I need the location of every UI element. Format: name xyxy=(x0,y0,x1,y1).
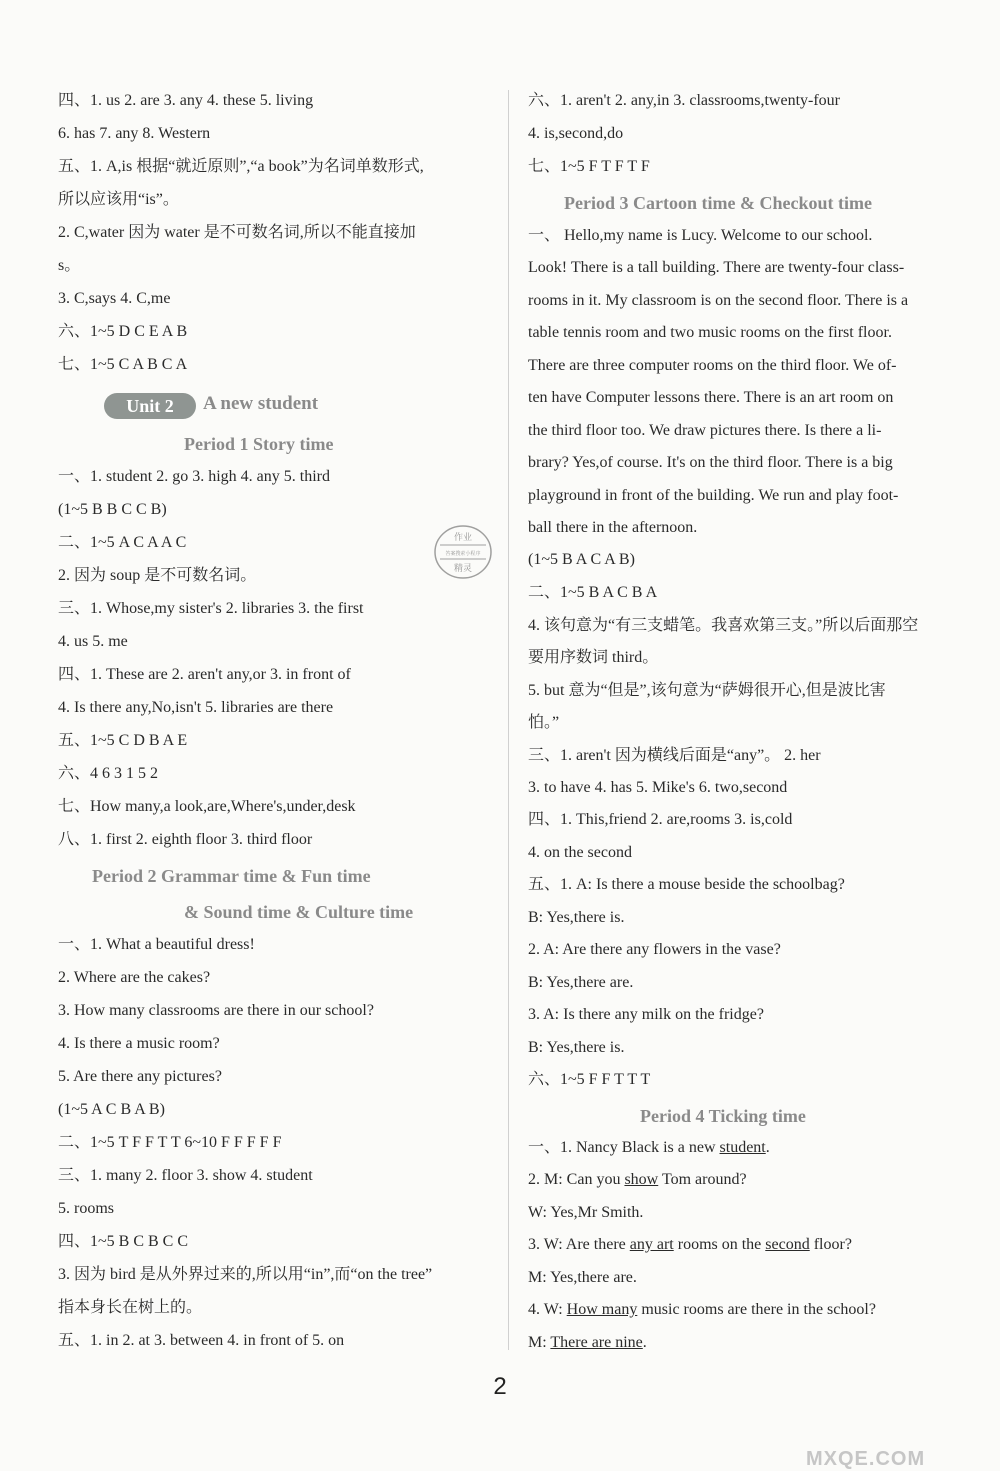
text-line: 2. C,water 因为 water 是不可数名词,所以不能直接加 xyxy=(58,224,416,241)
text-line: brary? Yes,of course. It's on the third floor. There is a big xyxy=(528,454,893,471)
text-line: 3. How many classrooms are there in our school? xyxy=(58,1002,374,1019)
text-line: 四、1. This,friend 2. are,rooms 3. is,cold xyxy=(528,811,793,828)
line-text: floor? xyxy=(809,1236,852,1253)
text-line: 一、1. What a beautiful dress! xyxy=(58,936,255,953)
text-line: 七、1~5 F T F T F xyxy=(528,158,650,175)
svg-text:答案搜索小程序: 答案搜索小程序 xyxy=(445,551,481,557)
text-line: the third floor too. We draw pictures there. Is there a li- xyxy=(528,422,882,439)
text-line: ten have Computer lessons there. There is an art room on xyxy=(528,389,894,406)
text-line: 3. to have 4. has 5. Mike's 6. two,second xyxy=(528,779,788,796)
underlined-answer: any art xyxy=(629,1236,674,1253)
text-line: 二、1~5 B A C B A xyxy=(528,584,658,601)
text-line: 3. A: Is there any milk on the fridge? xyxy=(528,1006,764,1023)
text-line: 指本身长在树上的。 xyxy=(58,1299,203,1316)
text-line: 要用序数词 third。 xyxy=(528,649,659,666)
text-line: 六、4 6 3 1 5 2 xyxy=(58,765,159,782)
underlined-answer: How many xyxy=(566,1301,638,1318)
text-line: 2. Where are the cakes? xyxy=(58,969,211,986)
text-line: 六、1. aren't 2. any,in 3. classrooms,twenty-four xyxy=(528,92,841,109)
line-text: W: Yes,Mr Smith. xyxy=(528,1204,644,1221)
text-line: 二、1~5 T F F T T 6~10 F F F F F xyxy=(58,1134,282,1151)
period-2-heading: Period 2 Grammar time & Fun time xyxy=(92,866,371,886)
period-1-heading: Period 1 Story time xyxy=(184,434,334,454)
line-text: rooms on the xyxy=(673,1236,766,1253)
text-line: (1~5 A C B A B) xyxy=(58,1101,165,1118)
text-line: Look! There is a tall building. There are twenty-four class- xyxy=(528,259,905,276)
text-line: 七、How many,a look,are,Where's,under,desk xyxy=(58,798,356,815)
text-line: 二、1~5 A C A A C xyxy=(58,534,187,551)
watermark-text: MXQE.COM xyxy=(806,1448,926,1470)
svg-text:作业: 作业 xyxy=(453,533,473,543)
text-line: 6. has 7. any 8. Western xyxy=(58,125,211,142)
line-text: 3. W: Are there xyxy=(528,1236,630,1253)
text-line: 四、1. us 2. are 3. any 4. these 5. living xyxy=(58,92,314,109)
text-line: 五、1. in 2. at 3. between 4. in front of 5. on xyxy=(58,1332,345,1349)
text-line: 一、1. student 2. go 3. high 4. any 5. third xyxy=(58,468,330,485)
text-line xyxy=(528,1333,647,1353)
text-line: 三、1. many 2. floor 3. show 4. student xyxy=(58,1167,313,1184)
text-line: (1~5 B A C A B) xyxy=(528,551,635,568)
text-line: (1~5 B B C C B) xyxy=(58,501,167,518)
text-line: 4. 该句意为“有三支蜡笔。我喜欢第三支。”所以后面那空 xyxy=(528,617,919,634)
text-line: 4. on the second xyxy=(528,844,632,861)
line-text: M: Yes,there are. xyxy=(528,1269,637,1286)
text-line: 七、1~5 C A B C A xyxy=(58,356,188,373)
text-line: 八、1. first 2. eighth floor 3. third floor xyxy=(58,831,313,848)
text-line: 三、1. aren't 因为横线后面是“any”。 2. her xyxy=(528,747,821,764)
text-line: 五、1. A: Is there a mouse beside the schoolbag? xyxy=(528,876,845,893)
text-line: 5. but 意为“但是”,该句意为“萨姆很开心,但是波比害 xyxy=(528,682,886,699)
period-2-heading-cont: & Sound time & Culture time xyxy=(184,902,414,922)
text-line: 5. rooms xyxy=(58,1200,114,1217)
text-line: 四、1. These are 2. aren't any,or 3. in front of xyxy=(58,666,351,683)
text-line: 4. Is there any,No,isn't 5. libraries are there xyxy=(58,699,334,716)
text-line: ball there in the afternoon. xyxy=(528,519,698,536)
text-line: table tennis room and two music rooms on the first floor. xyxy=(528,324,892,341)
svg-text:精灵: 精灵 xyxy=(453,564,473,574)
column-divider xyxy=(508,90,509,1350)
line-text: . xyxy=(642,1334,647,1351)
underlined-answer: student xyxy=(719,1139,766,1156)
text-line: s。 xyxy=(58,257,81,274)
text-line xyxy=(528,1300,876,1320)
text-line xyxy=(528,1138,770,1158)
underlined-answer: show xyxy=(624,1171,659,1188)
page-number: 2 xyxy=(493,1373,507,1400)
text-line: 2. 因为 soup 是不可数名词。 xyxy=(58,567,257,584)
text-line: rooms in it. My classroom is on the second floor. There is a xyxy=(528,292,909,309)
underlined-answer: second xyxy=(765,1236,810,1253)
line-text: music rooms are there in the school? xyxy=(637,1301,876,1318)
text-line: 所以应该用“is”。 xyxy=(58,191,179,208)
text-line: playground in front of the building. We run and play foot- xyxy=(528,487,899,504)
text-line: B: Yes,there are. xyxy=(528,974,634,991)
line-text: 2. M: Can you xyxy=(528,1171,625,1188)
text-line: 六、1~5 F F T T T xyxy=(528,1071,651,1088)
period-4-heading: Period 4 Ticking time xyxy=(640,1106,806,1126)
line-text: Tom around? xyxy=(658,1171,747,1188)
text-line: B: Yes,there is. xyxy=(528,909,625,926)
text-line: 一、 Hello,my name is Lucy. Welcome to our school. xyxy=(528,227,873,244)
line-text: . xyxy=(765,1139,770,1156)
unit-title: A new student xyxy=(203,393,319,414)
period-3-heading: Period 3 Cartoon time & Checkout time xyxy=(564,193,872,213)
text-line: 2. A: Are there any flowers in the vase? xyxy=(528,941,781,958)
underlined-answer: There are nine xyxy=(550,1334,643,1351)
text-line: 5. Are there any pictures? xyxy=(58,1068,222,1085)
text-line xyxy=(528,1268,637,1288)
text-line: 五、1~5 C D B A E xyxy=(58,732,188,749)
text-line: 4. is,second,do xyxy=(528,125,624,142)
text-line: 4. Is there a music room? xyxy=(58,1035,220,1052)
text-line xyxy=(528,1235,852,1255)
line-text: M: xyxy=(528,1334,551,1351)
line-text: 一、1. Nancy Black is a new xyxy=(528,1139,720,1156)
stamp-logo-icon xyxy=(432,521,494,583)
text-line xyxy=(528,1203,643,1223)
text-line: 三、1. Whose,my sister's 2. libraries 3. the first xyxy=(58,600,364,617)
text-line: There are three computer rooms on the third floor. We of- xyxy=(528,357,897,374)
unit-badge xyxy=(104,393,196,419)
text-line: 4. us 5. me xyxy=(58,633,128,650)
unit-badge-label: Unit 2 xyxy=(126,396,174,416)
text-line: B: Yes,there is. xyxy=(528,1039,625,1056)
text-line: 五、1. A,is 根据“就近原则”,“a book”为名词单数形式, xyxy=(58,158,424,175)
line-text: 4. W: xyxy=(528,1301,567,1318)
text-line: 四、1~5 B C B C C xyxy=(58,1233,189,1250)
text-line xyxy=(528,1170,747,1190)
text-line: 六、1~5 D C E A B xyxy=(58,323,188,340)
text-line: 3. C,says 4. C,me xyxy=(58,290,171,307)
text-line: 3. 因为 bird 是从外界过来的,所以用“in”,而“on the tree” xyxy=(58,1266,433,1283)
watermark xyxy=(796,1420,996,1468)
text-line: 怕。” xyxy=(528,714,560,731)
